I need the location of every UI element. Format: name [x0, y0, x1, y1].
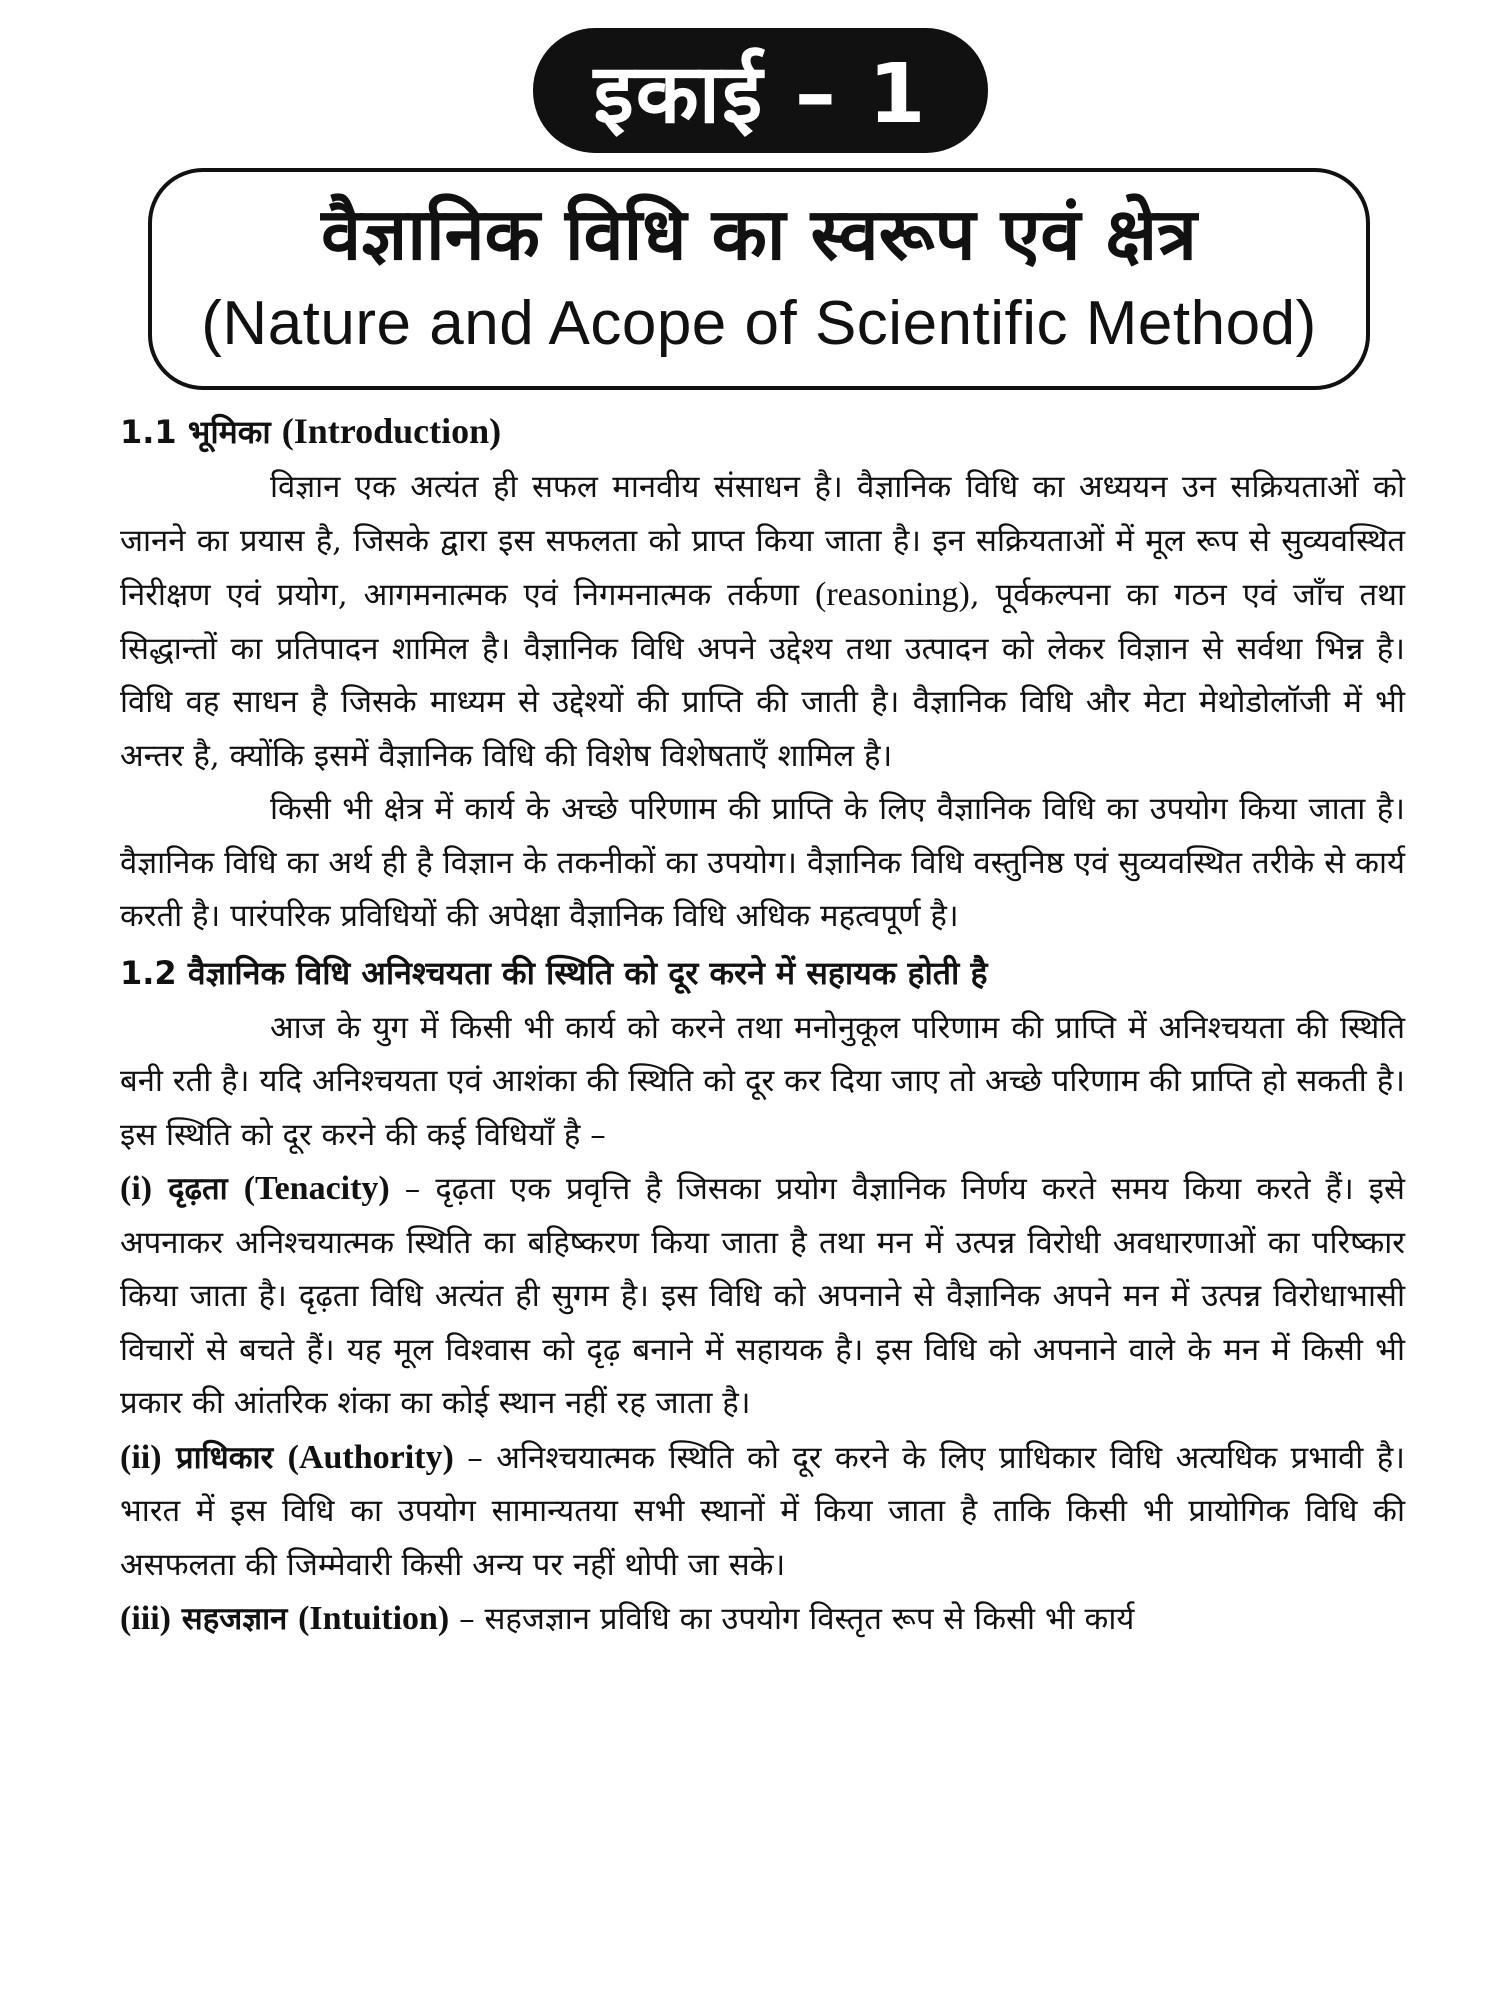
unit-label: इकाई – 1 [593, 46, 928, 142]
method-term-english: (Tenacity) [243, 1170, 390, 1207]
method-term [120, 1171, 390, 1207]
method-description: – दृढ़ता एक प्रवृत्ति है जिसका प्रयोग वैज्ञानिक निर्णय करते समय किया करते हैं। इसे अपनाकर अनिश्चयात्मक स्थिति का बहिष्करण किया जाता है तथा मन में उत्पन्न विरोधी अवधारणाओं का परिष्कार किया जाता है। दृढ़ता विधि अत्यंत ही सुगम है। इस विधि को अपनाने से वैज्ञानिक अपने मन में उत्पन्न विरोधाभासी विचारों से बचते हैं। यह मूल विश्वास को दृढ़ बनाने में सहायक है। इस विधि को अपनाने वाले के मन में किसी भी प्रकार की आंतरिक शंका का कोई स्थान नहीं रह जाता है। [120, 1171, 1405, 1421]
method-description: – सहजज्ञान प्रविधि का उपयोग विस्तृत रूप से किसी भी कार्य [449, 1601, 1135, 1637]
section-heading-1-2: 1.2 वैज्ञानिक विधि अनिश्चयता की स्थिति को दूर करने में सहायक होती है [120, 953, 988, 992]
method-tenacity [120, 1162, 1405, 1431]
method-number: (iii) [120, 1600, 171, 1637]
method-term-hindi: दृढ़ता [168, 1171, 228, 1207]
method-term [120, 1440, 454, 1476]
method-term-hindi: सहजज्ञान [181, 1601, 288, 1637]
section-1-2-paragraph: आज के युग में किसी भी कार्य को करने तथा मनोनुकूल परिणाम की प्राप्ति में अनिश्चयता की स्थिति बनी रती है। यदि अनिश्चयता एवं आशंका की स्थिति को दूर कर दिया जाए तो अच्छे परिणाम की प्राप्ति हो सकती है। इस स्थिति को दूर करने की कई विधियाँ है – [120, 1009, 1405, 1153]
intro-paragraph-1-english-term: (reasoning) [815, 576, 970, 613]
unit-label-badge [533, 28, 988, 153]
method-term-english: (Authority) [287, 1438, 454, 1476]
intro-paragraph-1 [120, 461, 1405, 783]
intro-paragraph-1-part-a: विज्ञान एक अत्यंत ही सफल मानवीय संसाधन है। वैज्ञानिक विधि का अध्ययन उन सक्रियताओं को जानने का प्रयास है, जिसके द्वारा इस सफलता को प्राप्त किया जाता है। इन सक्रियताओं में मूल रूप से सुव्यवस्थित निरीक्षण एवं प्रयोग, आगमनात्मक एवं निगमनात्मक तर्कणा [120, 469, 1405, 613]
method-term-english: (Intuition) [298, 1600, 450, 1637]
method-description: – अनिश्चयात्मक स्थिति को दूर करने के लिए प्राधिकार विधि अत्यधिक प्रभावी है। भारत में इस विधि का उपयोग सामान्यतया सभी स्थानों में किया जाता है ताकि किसी भी प्रायोगिक विधि की असफलता की जिम्मेवारी किसी अन्य पर नहीं थोपी जा सके। [120, 1439, 1405, 1583]
chapter-title-english: (Nature and Acope of Scientific Method) [201, 289, 1317, 358]
method-term [120, 1601, 449, 1637]
intro-paragraph-2: किसी भी क्षेत्र में कार्य के अच्छे परिणाम की प्राप्ति के लिए वैज्ञानिक विधि का उपयोग किया जाता है। वैज्ञानिक विधि का अर्थ ही है विज्ञान के तकनीकों का उपयोग। वैज्ञानिक विधि वस्तुनिष्ठ एवं सुव्यवस्थित तरीके से कार्य करती है। पारंपरिक प्रविधियों की अपेक्षा वैज्ञानिक विधि अधिक महत्वपूर्ण है। [120, 791, 1405, 934]
chapter-title-hindi: वैज्ञानिक विधि का स्वरूप एवं क्षेत्र [321, 192, 1197, 276]
section-heading-1-1-english: (Introduction) [281, 411, 502, 451]
method-authority [120, 1431, 1405, 1593]
intro-paragraph-1-part-b: , पूर्वकल्पना का गठन एवं जाँच तथा सिद्धान्तों का प्रतिपादन शामिल है। वैज्ञानिक विधि अपने उद्देश्य तथा उत्पादन को लेकर विज्ञान से सर्वथा भिन्न है। विधि वह साधन है जिसके माध्यम से उद्देश्यों की प्राप्ति की जाती है। वैज्ञानिक विधि और मेटा मेथोडोलॉजी में भी अन्तर है, क्योंकि इसमें वैज्ञानिक विधि की विशेष विशेषताएँ शामिल है। [120, 577, 1405, 774]
section-heading-1-1 [120, 402, 1405, 461]
section-heading-1-1-hindi: 1.1 भूमिका [120, 413, 271, 451]
method-number: (ii) [120, 1438, 162, 1476]
page-content [120, 402, 1405, 1647]
method-intuition [120, 1592, 1405, 1647]
chapter-title-box [148, 168, 1370, 390]
method-number: (i) [120, 1170, 153, 1207]
method-term-hindi: प्राधिकार [175, 1439, 274, 1476]
